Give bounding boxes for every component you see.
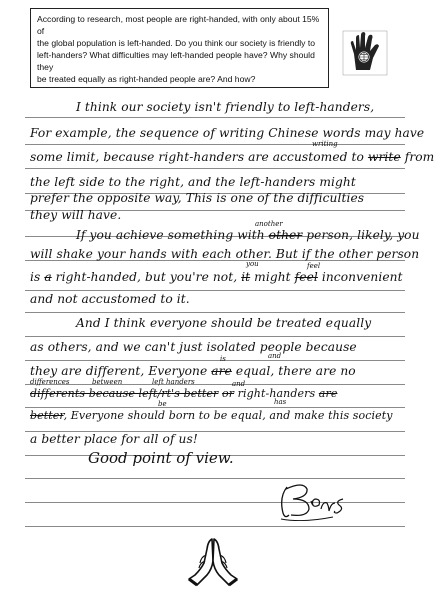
prompt-line-4: be treated equally as right-handed people are? And how? (37, 74, 256, 84)
essay-text: equal, there are no (231, 364, 356, 378)
inserted-word: differences (30, 378, 70, 386)
inserted-word: writing (312, 140, 338, 148)
essay-line (30, 409, 393, 422)
essay-line: I think our society isn't friendly to left-handers, (76, 100, 375, 114)
essay-text: they are different, Everyone (30, 364, 212, 378)
inserted-word: and (268, 352, 282, 360)
essay-text: If you achieve something with (76, 228, 269, 242)
essay-text: is (30, 270, 45, 284)
ruled-line (25, 407, 405, 408)
essay-line: a better place for all of us! (30, 432, 198, 446)
prompt-line-1: According to research, most people are right-handed, with only about 15% of (37, 14, 320, 36)
praying-hands-icon (185, 535, 241, 587)
essay-line: as others, and we can't just isolated people because (30, 340, 357, 354)
struck-word: other (268, 228, 303, 242)
ruled-line (25, 336, 405, 337)
essay-text: , Everyone should born to be equal, and make this society (63, 409, 393, 422)
struck-word: differents because left/rt's better (30, 387, 219, 400)
struck-word: feel (294, 270, 318, 284)
essay-line (30, 364, 356, 378)
essay-line: the left side to the right, and the left-handers might (30, 175, 356, 189)
ruled-line (25, 144, 405, 145)
struck-word: it (241, 270, 251, 284)
inserted-word: be (158, 400, 167, 408)
inserted-word: between (92, 378, 123, 386)
essay-line: And I think everyone should be treated equally (76, 316, 372, 330)
essay-line (30, 150, 434, 164)
essay-line: will shake your hands with each other. But if the other person (30, 247, 420, 261)
ruled-line (25, 312, 405, 313)
essay-text: right-handed, but you're not, (51, 270, 242, 284)
struck-word: or (221, 387, 235, 400)
struck-word: are (211, 364, 232, 378)
essay-text: might (250, 270, 295, 284)
inserted-word: another (255, 220, 283, 228)
essay-line (76, 228, 420, 242)
prompt-box (30, 8, 329, 88)
essay-text: inconvenient (317, 270, 403, 284)
ruled-line (25, 384, 405, 385)
ruled-line (25, 290, 405, 291)
essay-text: right-handers (234, 387, 319, 400)
inserted-word: is (220, 355, 226, 363)
essay-text: some limit, because right-handers are accustomed to (30, 150, 368, 164)
ruled-line (25, 168, 405, 169)
essay-line: For example, the sequence of writing Chinese words may have (30, 126, 425, 140)
hand-icon (342, 30, 388, 76)
inserted-word: left handers (152, 378, 195, 386)
ruled-line (25, 117, 405, 118)
essay-line (30, 387, 337, 400)
struck-word: write (367, 150, 401, 164)
essay-line: prefer the opposite way, This is one of the difficulties (30, 191, 365, 205)
inserted-word: has (274, 398, 287, 406)
ruled-line (25, 360, 405, 361)
prompt-line-2: the global population is left-handed. Do you think our society is friendly to (37, 38, 316, 48)
struck-word: better (30, 409, 64, 422)
struck-word: are (318, 387, 338, 400)
essay-line (30, 270, 403, 284)
essay-text: person, likely, you (302, 228, 420, 242)
teacher-signature (273, 475, 353, 525)
struck-word: a (44, 270, 52, 284)
essay-text: from (400, 150, 434, 164)
ruled-line (25, 526, 405, 527)
teacher-comment: Good point of view. (88, 449, 234, 467)
prompt-line-3: left-handers? What difficulties may left-handed people have? Why should they (37, 50, 315, 72)
inserted-word: feel (307, 262, 321, 270)
essay-line: they will have. (30, 208, 122, 222)
inserted-word: you (246, 260, 259, 268)
inserted-word: and (232, 380, 246, 388)
essay-line: and not accustomed to it. (30, 292, 190, 306)
